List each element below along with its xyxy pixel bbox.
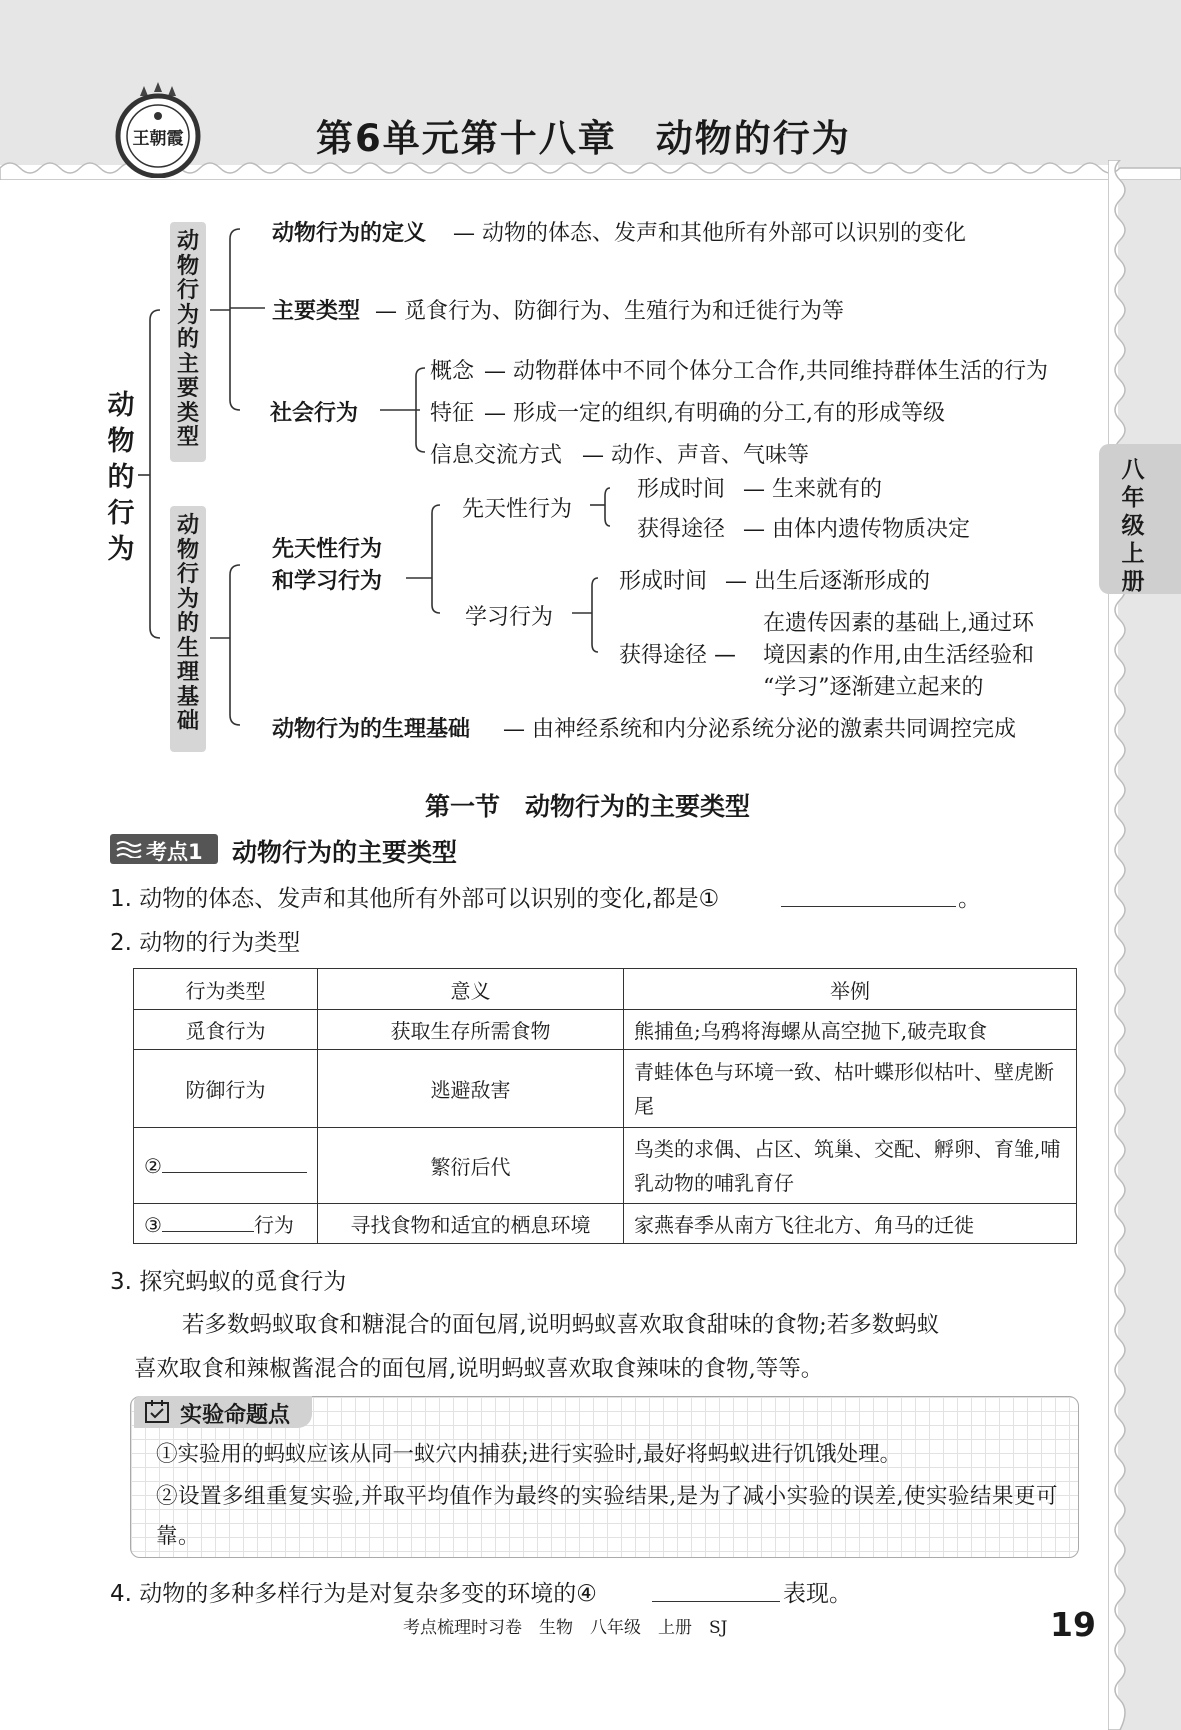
table-cell-meaning: 寻找食物和适宜的栖息环境 xyxy=(318,1204,624,1244)
experiment-point-2: ②设置多组重复实验,并取平均值作为最终的实验结果,是为了减小实验的误差,使实验结果更可靠。 xyxy=(156,1484,1059,1549)
social-feature-text: — 形成一定的组织,有明确的分工,有的形成等级 xyxy=(484,401,945,426)
blank-number-2: ② xyxy=(144,1153,162,1178)
table-cell-type: 防御行为 xyxy=(134,1050,318,1128)
innate-time-label: 形成时间 xyxy=(637,477,726,502)
learn-way-text-3: “学习”逐渐建立起来的 xyxy=(763,675,984,700)
types-text: — 觅食行为、防御行为、生殖行为和迁徙行为等 xyxy=(375,299,844,324)
answer-blank-3[interactable] xyxy=(162,1231,254,1232)
table-row xyxy=(134,1204,1077,1244)
waves-icon xyxy=(116,840,142,858)
social-concept-text: — 动物群体中不同个体分工合作,共同维持群体生活的行为 xyxy=(484,359,1048,384)
table-header-row xyxy=(134,969,1077,1010)
table-cell-type xyxy=(134,1204,318,1244)
experiment-point-1: ①实验用的蚂蚁应该从同一蚁穴内捕获;进行实验时,最好将蚂蚁进行饥饿处理。 xyxy=(156,1442,902,1467)
kaodian-title: 动物行为的主要类型 xyxy=(232,838,458,867)
checklist-icon xyxy=(144,1400,170,1424)
question-4: 4. 动物的多种多样行为是对复杂多变的环境的④ xyxy=(110,1581,597,1607)
answer-blank-1[interactable] xyxy=(781,906,956,907)
learn-label: 学习行为 xyxy=(465,605,554,630)
kaodian-tag-label: 考点1 xyxy=(146,840,203,864)
question-1-end: 。 xyxy=(958,886,981,912)
social-concept-label: 概念 xyxy=(430,359,475,384)
table-header: 意义 xyxy=(318,969,624,1010)
social-label: 社会行为 xyxy=(270,401,359,426)
physio-label: 动物行为的生理基础 xyxy=(272,717,471,742)
table-cell-meaning: 繁衍后代 xyxy=(318,1128,624,1204)
table-header: 举例 xyxy=(624,969,1077,1010)
innate-learn-label-1: 先天性行为 xyxy=(272,537,383,562)
kaodian-tag xyxy=(110,834,218,864)
question-3: 3. 探究蚂蚁的觅食行为 xyxy=(110,1269,347,1295)
table-cell-type xyxy=(134,1128,318,1204)
innate-way-label: 获得途径 xyxy=(637,517,726,542)
mindmap-branch-physiology: 动物行为的生理基础 xyxy=(170,506,206,752)
footer-text: 考点梳理时习卷 生物 八年级 上册 SJ xyxy=(403,1618,728,1638)
question-1: 1. 动物的体态、发声和其他所有外部可以识别的变化,都是① xyxy=(110,886,720,912)
behavior-types-table xyxy=(133,968,1077,1244)
answer-blank-2[interactable] xyxy=(162,1172,307,1173)
question-3-para-1: 若多数蚂蚁取食和糖混合的面包屑,说明蚂蚁喜欢取食甜味的食物;若多数蚂蚁 xyxy=(182,1312,940,1338)
table-cell-example: 青蛙体色与环境一致、枯叶蝶形似枯叶、壁虎断尾 xyxy=(624,1050,1077,1128)
learn-way-text-2: 境因素的作用,由生活经验和 xyxy=(763,643,1034,668)
table-row xyxy=(134,1128,1077,1204)
social-feature-label: 特征 xyxy=(430,401,475,426)
social-comm-text: — 动作、声音、气味等 xyxy=(582,443,809,468)
page-title: 第6单元第十八章 动物的行为 xyxy=(316,117,851,160)
learn-way-label: 获得途径 — xyxy=(619,643,736,668)
physio-text: — 由神经系统和内分泌系统分泌的激素共同调控完成 xyxy=(503,717,1016,742)
svg-text:王朝霞: 王朝霞 xyxy=(132,129,184,149)
blank-number-3: ③ xyxy=(144,1213,162,1237)
table-cell-meaning: 逃避敌害 xyxy=(318,1050,624,1128)
experiment-title: 实验命题点 xyxy=(180,1403,291,1428)
table-row xyxy=(134,1050,1077,1128)
innate-label: 先天性行为 xyxy=(462,497,573,522)
table-cell-type: 觅食行为 xyxy=(134,1010,318,1050)
question-2: 2. 动物的行为类型 xyxy=(110,930,301,956)
section-title: 第一节 动物行为的主要类型 xyxy=(425,792,751,821)
social-comm-label: 信息交流方式 xyxy=(430,443,563,468)
innate-time-text: — 生来就有的 xyxy=(743,477,882,502)
table-cell-meaning: 获取生存所需食物 xyxy=(318,1010,624,1050)
table-row xyxy=(134,1010,1077,1050)
grade-side-tab-label: 八年级上册 xyxy=(1121,457,1145,595)
question-3-para-2: 喜欢取食和辣椒酱混合的面包屑,说明蚂蚁喜欢取食辣味的食物,等等。 xyxy=(134,1356,824,1382)
mindmap-root: 动物的行为 xyxy=(107,390,135,565)
question-4-end: 表现。 xyxy=(783,1581,852,1607)
learn-time-text: — 出生后逐渐形成的 xyxy=(725,569,930,594)
types-label: 主要类型 xyxy=(272,299,361,324)
type-suffix: 行为 xyxy=(253,1213,294,1237)
table-header: 行为类型 xyxy=(134,969,318,1010)
mindmap-branch-types: 动物行为的主要类型 xyxy=(170,222,206,462)
table-cell-example: 家燕春季从南方飞往北方、角马的迁徙 xyxy=(624,1204,1077,1244)
def-text: — 动物的体态、发声和其他所有外部可以识别的变化 xyxy=(453,221,966,246)
table-cell-example: 鸟类的求偶、占区、筑巢、交配、孵卵、育雏,哺乳动物的哺乳育仔 xyxy=(624,1128,1077,1204)
innate-way-text: — 由体内遗传物质决定 xyxy=(743,517,970,542)
answer-blank-4[interactable] xyxy=(652,1601,780,1602)
learn-time-label: 形成时间 xyxy=(619,569,708,594)
table-cell-example: 熊捕鱼;乌鸦将海螺从高空抛下,破壳取食 xyxy=(624,1010,1077,1050)
page-number: 19 xyxy=(1050,1605,1096,1644)
innate-learn-label-2: 和学习行为 xyxy=(272,569,383,594)
def-label: 动物行为的定义 xyxy=(272,221,427,246)
experiment-header xyxy=(134,1396,312,1428)
learn-way-text-1: 在遗传因素的基础上,通过环 xyxy=(763,611,1034,636)
